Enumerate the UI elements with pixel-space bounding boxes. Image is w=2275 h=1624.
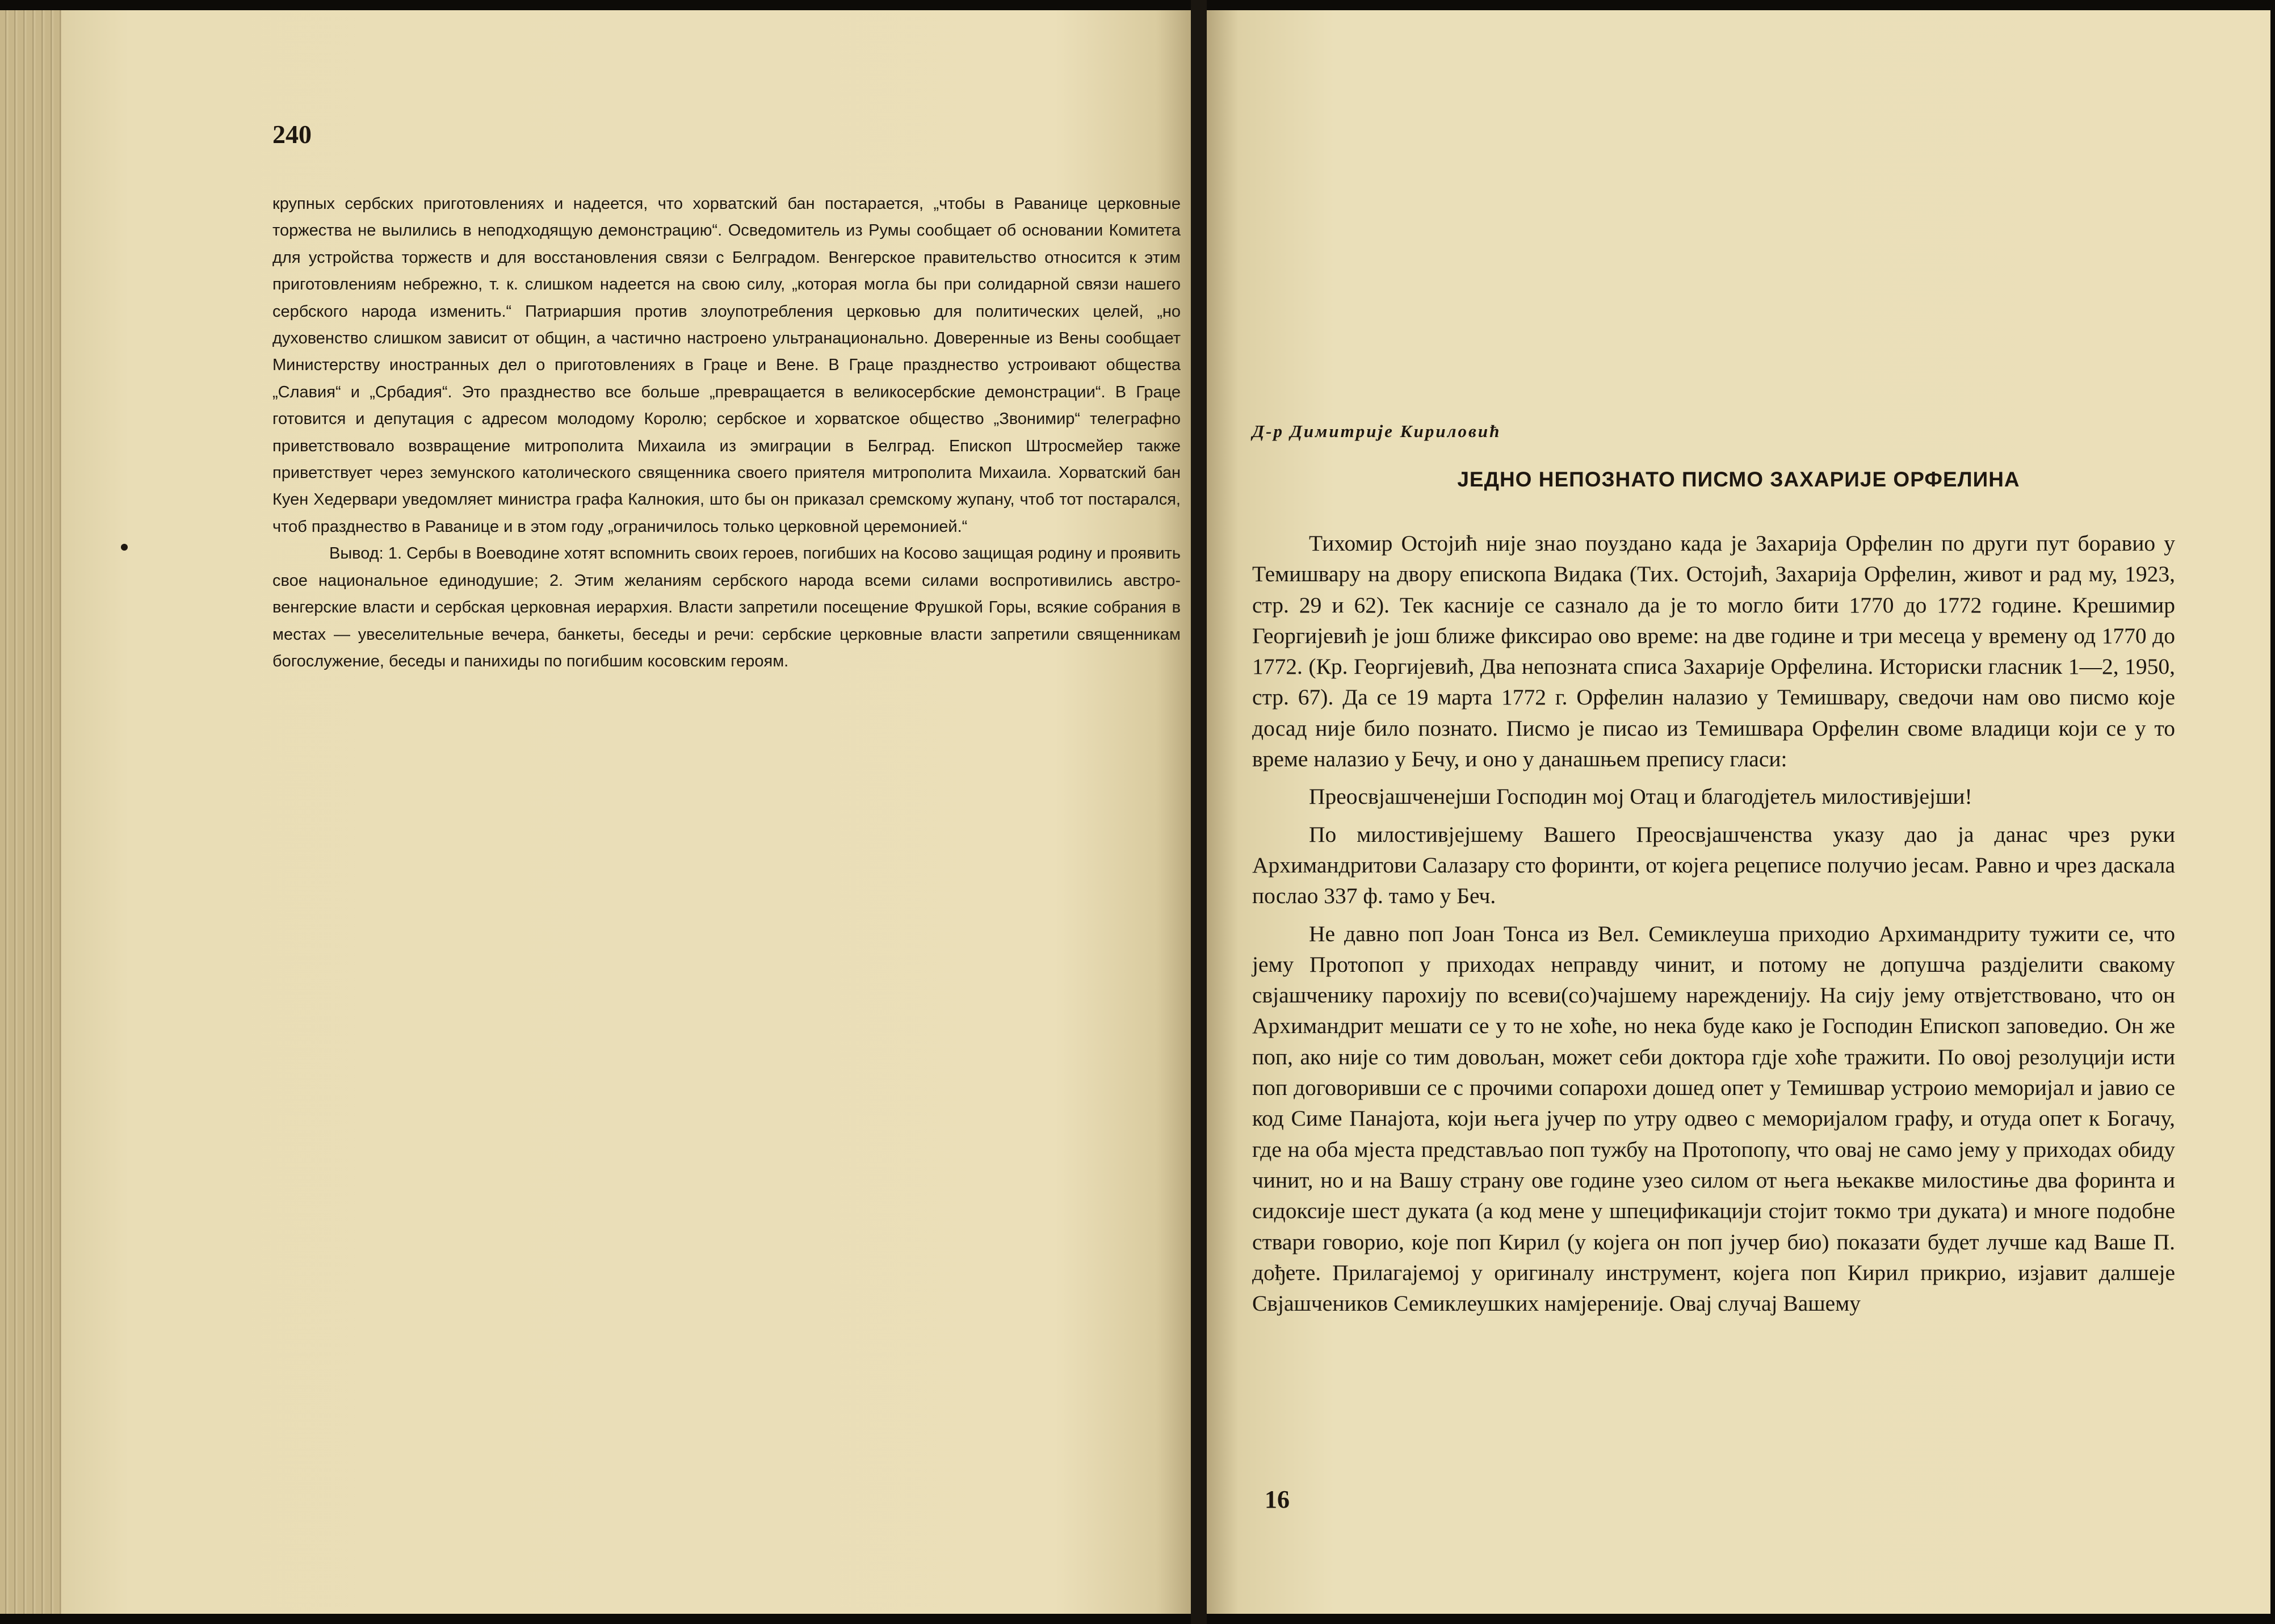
article-title: ЈЕДНО НЕПОЗНАТО ПИСМО ЗАХАРИЈЕ ОРФЕЛИНА bbox=[1457, 468, 2020, 491]
left-paragraph-1: крупных сербских приготовлениях и надеется, что хорватский бан постарается, „чтобы в Раванице церковные торжества не вылились в неподходящую демонстрацию“. Осведомитель из Румы сообщает об основании Комитета для устройства торжеств и для восстановления связи с Белградом. Венгерское правительство относится к этим приготовлениям небрежно, т. к. слишком надеется на свою силу, „которая могла бы при солидарной связи нашего сербского народа изменить.“ Патриаршия против злоупотребления церковью для политических целей, „но духовенство слишком зависит от общин, а частично настроено ультранационально. Доверенные из Вены сообщает Министерству иностранных дел о приготовлениях в Граце и Вене. В Граце празднество устроивают общества „Славия“ и „Србадия“. Это празднество все больше „превращается в великосербские демонстрации“. В Граце готовится и депутация с адресом молодому Королю; сербское и хорватское общество „Звонимир“ телеграфно приветствовало возвращение митрополита Михаила из эмиграции в Белград. Епископ Штросмейер также приветствует через земунского католического священника своего приятеля митрополита Михаила. Хорватский бан Куен Хедервари уведомляет министра графа Калнокия, што бы он приказал сремскому жупану, чтоб тот постарался, чтоб празднество в Раванице и в этом году „ограничилось только церковной церемонией.“ bbox=[272, 195, 1181, 536]
right-paragraph-3: По милостивјејшему Вашего Преосвјашченства указу дао ја данас чрез руки Архимандритови Салазару сто форинти, от којега рецеписе получио јесам. Равно и чрез даскала послао 337 ф. тамо у Беч. bbox=[1252, 821, 2175, 909]
right-paragraph-4: Не давно поп Јоан Тонса из Вел. Семиклеуша приходио Архимандриту тужити се, что јему Протопоп у приходах неправду чинит, и потому не допушча раздјелити свакому свјашченику парохију по всеви(со)чајшему нарежденију. На сију јему отвјетствовано, что он Архимандрит мешати се у то не хоће, но нека буде како је Господин Епископ заповедио. Он же поп, ако није со тим довољан, может себи доктора гдје хоће тражити. По овој резолуцији исти поп договоривши се с прочими сопарохи дошед опет у Темишвар устроио меморијал и јавио се код Симе Панајота, који њега јучер по утру одвео с меморијалом графу, и отуда опет к Богачу, где на оба мјеста представљао поп тужбу на Протопопу, что овај не само јему у приходах обиду чинит, но и на Вашу страну ове године узео силом от њега њекакве милостиње два форинта и сидоксије шест дуката (а код мене у шпецификацији стојит токмо три дуката) и многе подобне ствари говорио, које поп Кирил (у којега он поп јучер био) показати будет лучше кад Ваше П. дођете. Прилагајемој у оригиналу инструмент, којега поп Кирил прикрио, изјавит далшеје Свјашчеников Семиклеушких намјереније. Овај случај Вашему bbox=[1252, 921, 2175, 1316]
left-paragraph-2: Вывод: 1. Сербы в Воеводине хотят вспомнить своих героев, погибших на Косово защищая родину и проявить свое национальное единодушие; 2. Этим желаниям сербского народа всеми силами воспротивились австро-венгерские власти и сербская церковная иерархия. Власти запретили посещение Фрушкой Горы, всякие собрания в местах — увеселительные вечера, банкеты, беседы и речи: сербские церковные власти запретили священникам богослужение, беседы и панихиды по погибшим косовским героям. bbox=[272, 544, 1181, 670]
page-edges bbox=[0, 10, 61, 1614]
right-page-number: 16 bbox=[1265, 1485, 1290, 1513]
article-author: Д-р Димитрије Кириловић bbox=[1252, 421, 1501, 441]
left-page-number: 240 bbox=[272, 120, 312, 149]
left-page-body bbox=[272, 191, 1181, 675]
right-page-body bbox=[1252, 528, 2175, 1319]
right-page bbox=[1207, 10, 2270, 1614]
right-paragraph-1: Тихомир Остојић није знао поуздано када је Захарија Орфелин по други пут боравио у Темишвару на двору епископа Видака (Тих. Остојић, Захарија Орфелин, живот и рад му, 1923, стр. 29 и 62). Тек касније се сазнало да је то могло бити 1770 до 1772 године. Крешимир Георгијевић је још ближе фиксирао ово време: на две године и три месеца у времену од 1770 до 1772. (Кр. Георгијевић, Два непозната списа Захарије Орфелина. Историски гласник 1—2, 1950, стр. 67). Да се 19 марта 1772 г. Орфелин налазио у Темишвару, сведочи нам ово писмо које досад није било познато. Писмо је писао из Темишвара Орфелин своме владици који се у то време налазио у Бечу, и оно у данашњем препису гласи: bbox=[1252, 531, 2175, 772]
margin-mark bbox=[121, 544, 128, 551]
letter-salutation: Преосвјашченејши Господин мој Отац и благодјетељ милостивјејши! bbox=[1309, 784, 1972, 809]
left-page bbox=[61, 10, 1191, 1614]
book-gutter bbox=[1191, 0, 1207, 1624]
